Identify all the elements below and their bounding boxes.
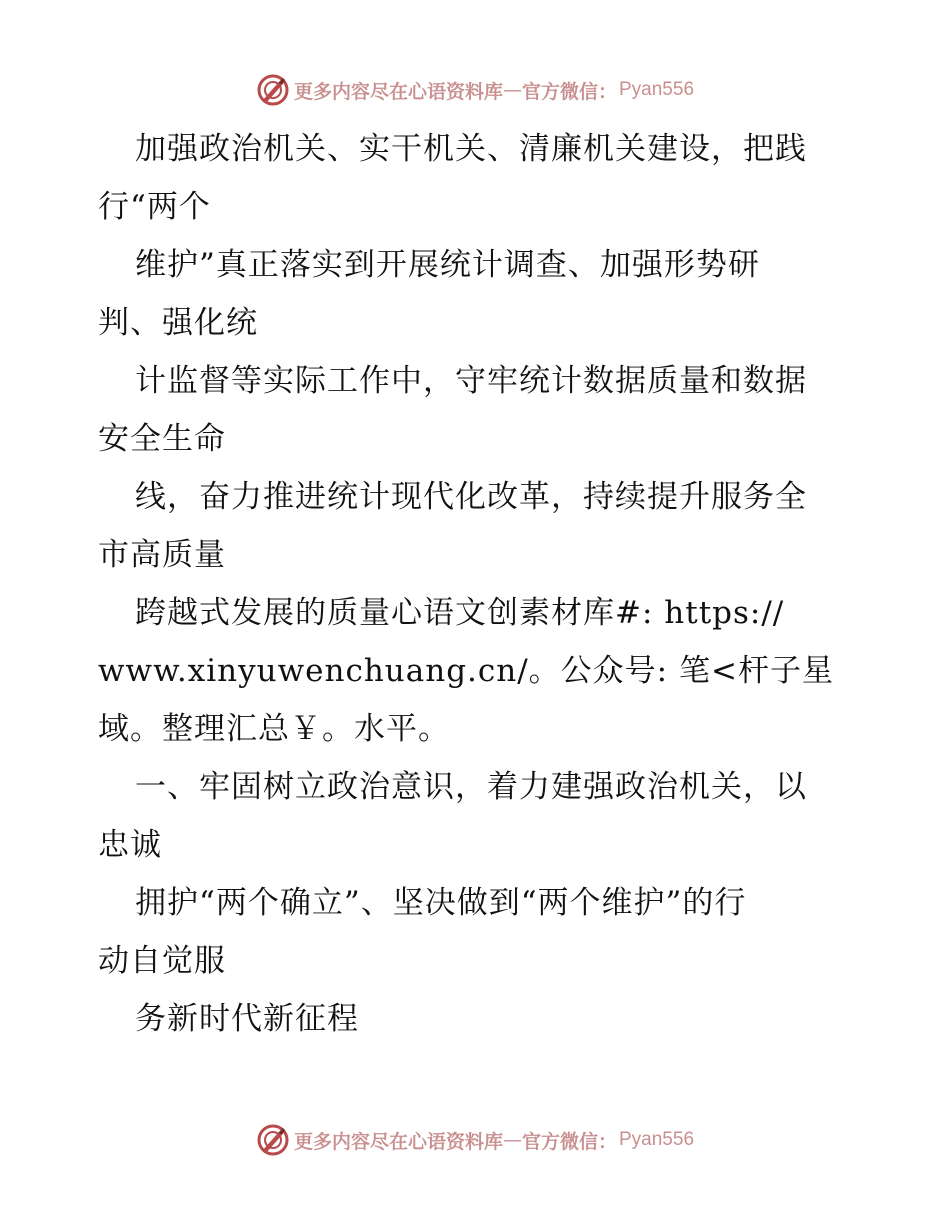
document-body [98,120,858,1048]
header-wechat-id: Pyan556 [619,79,695,100]
text-line: 加强政治机关、实干机关、清廉机关建设，把践 [135,131,807,167]
header-watermark [0,70,950,110]
text-line: 域。整理汇总￥。水平。 [98,711,450,747]
text-line: 务新时代新征程 [135,1001,359,1037]
text-line: 计监督等实际工作中，守牢统计数据质量和数据 [135,363,807,399]
text-line: 拥护“两个确立”、坚决做到“两个维护”的行 [135,885,747,921]
text-line: 维护”真正落实到开展统计调查、加强形势研 [135,247,760,283]
header-brand-text: 更多内容尽在心语资料库 [293,80,503,103]
header-separator: — [502,79,522,101]
footer-watermark [0,1120,950,1160]
text-line: 市高质量 [98,537,226,573]
footer-wechat-label: 官方微信： [521,1130,617,1153]
footer-separator: — [502,1129,522,1151]
pen-logo-icon [256,73,290,107]
text-line: 一、牢固树立政治意识，着力建强政治机关，以 [135,769,807,805]
text-line: 线，奋力推进统计现代化改革，持续提升服务全 [135,479,807,515]
text-line: 动自觉服 [98,943,226,979]
pen-logo-icon [256,1123,290,1157]
text-line: 判、强化统 [98,305,258,341]
text-line: 行“两个 [98,189,211,225]
text-line: www.xinyuwenchuang.cn/。公众号: 笔<杆子星 [98,653,834,689]
text-line: 安全生命 [98,421,226,457]
text-line: 忠诚 [98,827,162,863]
footer-wechat-id: Pyan556 [619,1129,695,1150]
text-line: 跨越式发展的质量心语文创素材库#: https:// [135,595,785,631]
footer-brand-text: 更多内容尽在心语资料库 [293,1130,503,1153]
header-wechat-label: 官方微信： [521,80,617,103]
